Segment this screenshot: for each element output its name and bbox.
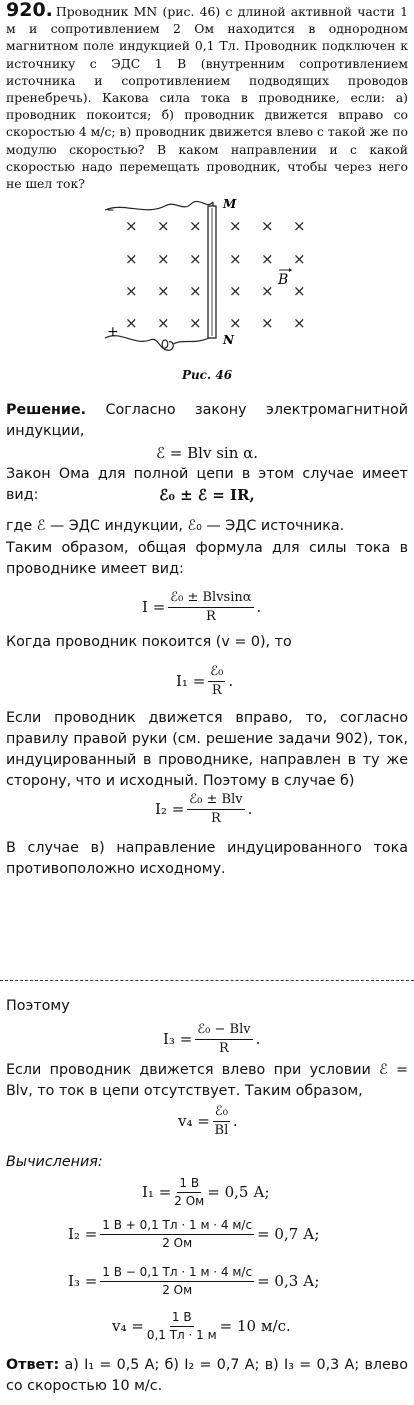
field-cross: × — [125, 217, 138, 235]
field-cross: × — [157, 314, 170, 332]
wire-bottom — [105, 336, 213, 351]
formula-emf: ℰ = Blv sin α. — [155, 444, 259, 462]
solution-paragraph-7: В случае в) направление индуцированного тока противоположно исходному. — [6, 840, 408, 877]
formula-current-general: I = $\frac{\text{ℰ₀ ± Blvsinα}}{R}$ . — [142, 590, 262, 624]
formula-i3: I₃ = $\frac{\text{ℰ₀ − Blv}}{R}$ . — [163, 1022, 261, 1056]
field-cross: × — [229, 217, 242, 235]
solution-paragraph-3: где ℰ — ЭДС индукции, ℰ₀ — ЭДС источника. — [6, 518, 345, 534]
solution-label: Решение. — [6, 402, 87, 418]
solution-paragraph-2: Закон Ома для полной цепи в этом случае имеет вид: — [6, 466, 408, 503]
calc-i1: I₁ = $\frac{1 В}{2 Ом}$ = 0,5 А; — [142, 1176, 270, 1208]
formula-i2: I₂ = $\frac{\text{ℰ₀ ± Blv}}{R}$ . — [155, 792, 253, 826]
answer-label: Ответ: — [6, 1357, 60, 1373]
formula-v4: v₄ = $\frac{\text{ℰ₀}}{Bl}$ . — [178, 1104, 238, 1138]
field-cross: × — [293, 314, 306, 332]
solution-paragraph-4: Таким образом, общая формула для силы тока в проводнике имеет вид: — [6, 540, 408, 577]
field-cross: × — [293, 250, 306, 268]
wire-top — [105, 201, 213, 210]
calculations-label: Вычисления: — [6, 1154, 103, 1170]
field-cross: × — [229, 314, 242, 332]
field-cross: × — [189, 314, 202, 332]
problem-statement — [6, 2, 408, 192]
label-n: N — [223, 333, 234, 347]
figure-46 — [95, 190, 325, 355]
field-cross: × — [157, 282, 170, 300]
field-cross: × — [157, 217, 170, 235]
field-cross: × — [261, 314, 274, 332]
field-cross: × — [125, 282, 138, 300]
field-cross: × — [229, 282, 242, 300]
field-cross: × — [261, 250, 274, 268]
field-cross: × — [125, 250, 138, 268]
field-cross: × — [261, 282, 274, 300]
label-m: M — [223, 197, 237, 211]
problem-text: Проводник MN (рис. 46) с длиной активной части 1 м и сопротивлением 2 Ом находится в однородном магнитном поле индукцией 0,1 Тл. Проводник подключен к источнику с ЭДС 1 В (внутренним сопротивлением источника и сопротивлением подводящих проводов пренебречь). Какова сила тока в проводнике, если: а) проводник покоится; б) проводник движется вправо со скоростью 4 м/с; в) проводник движется влево с такой же по модулю скоростью? В каком направлении и с какой скоростью надо перемещать проводник, чтобы через него не шел ток? — [6, 4, 408, 192]
calc-i2: I₂ = $\frac{1 В + 0,1 Тл \cdot 1 м \cdot 4 м/с}{2 Ом}$ = 0,7 А; — [68, 1218, 320, 1250]
field-cross: × — [189, 217, 202, 235]
field-cross: × — [293, 282, 306, 300]
plus-sign: + — [107, 324, 119, 340]
answer — [6, 1355, 408, 1397]
answer-text: а) I₁ = 0,5 А; б) I₂ = 0,7 А; в) I₃ = 0,3 А; влево со скоростью 10 м/с. — [6, 1357, 408, 1394]
solution-paragraph-9: Если проводник движется влево при условии ℰ = Blv, то ток в цепи отсутствует. Таким образом, — [6, 1062, 408, 1099]
formula-ohm: ℰ₀ ± ℰ = IR, — [159, 486, 255, 504]
field-cross: × — [189, 282, 202, 300]
minus-sign: – — [107, 202, 114, 218]
calc-i3: I₃ = $\frac{1 В - 0,1 Тл \cdot 1 м \cdot 4 м/с}{2 Ом}$ = 0,3 А; — [68, 1265, 320, 1297]
field-cross: × — [229, 250, 242, 268]
page-divider — [0, 980, 414, 981]
solution-paragraph-1: Решение. Согласно закону электромагнитной индукции, — [6, 402, 409, 439]
field-cross: × — [261, 217, 274, 235]
figure-caption: Рис. 46 — [181, 368, 233, 382]
problem-number: 920. — [6, 0, 53, 21]
solution-paragraph-8: Поэтому — [6, 998, 70, 1014]
calc-v4: v₄ = $\frac{1 В}{0,1 Тл \cdot 1 м}$ = 10 м/с. — [112, 1310, 291, 1342]
solution-paragraph-5: Когда проводник покоится (v = 0), то — [6, 634, 292, 650]
solution-paragraph-6: Если проводник движется вправо, то, согласно правилу правой руки (см. решение задачи 902), ток, индуцированный в проводнике, направлен в ту же сторону, что и исходный. Поэтому в случае б) — [6, 710, 408, 789]
field-cross: × — [293, 217, 306, 235]
formula-i1: I₁ = $\frac{\text{ℰ₀}}{R}$ . — [176, 664, 234, 698]
field-cross: × — [157, 250, 170, 268]
field-cross: × — [125, 314, 138, 332]
label-b: B — [278, 272, 289, 288]
field-cross: × — [189, 250, 202, 268]
